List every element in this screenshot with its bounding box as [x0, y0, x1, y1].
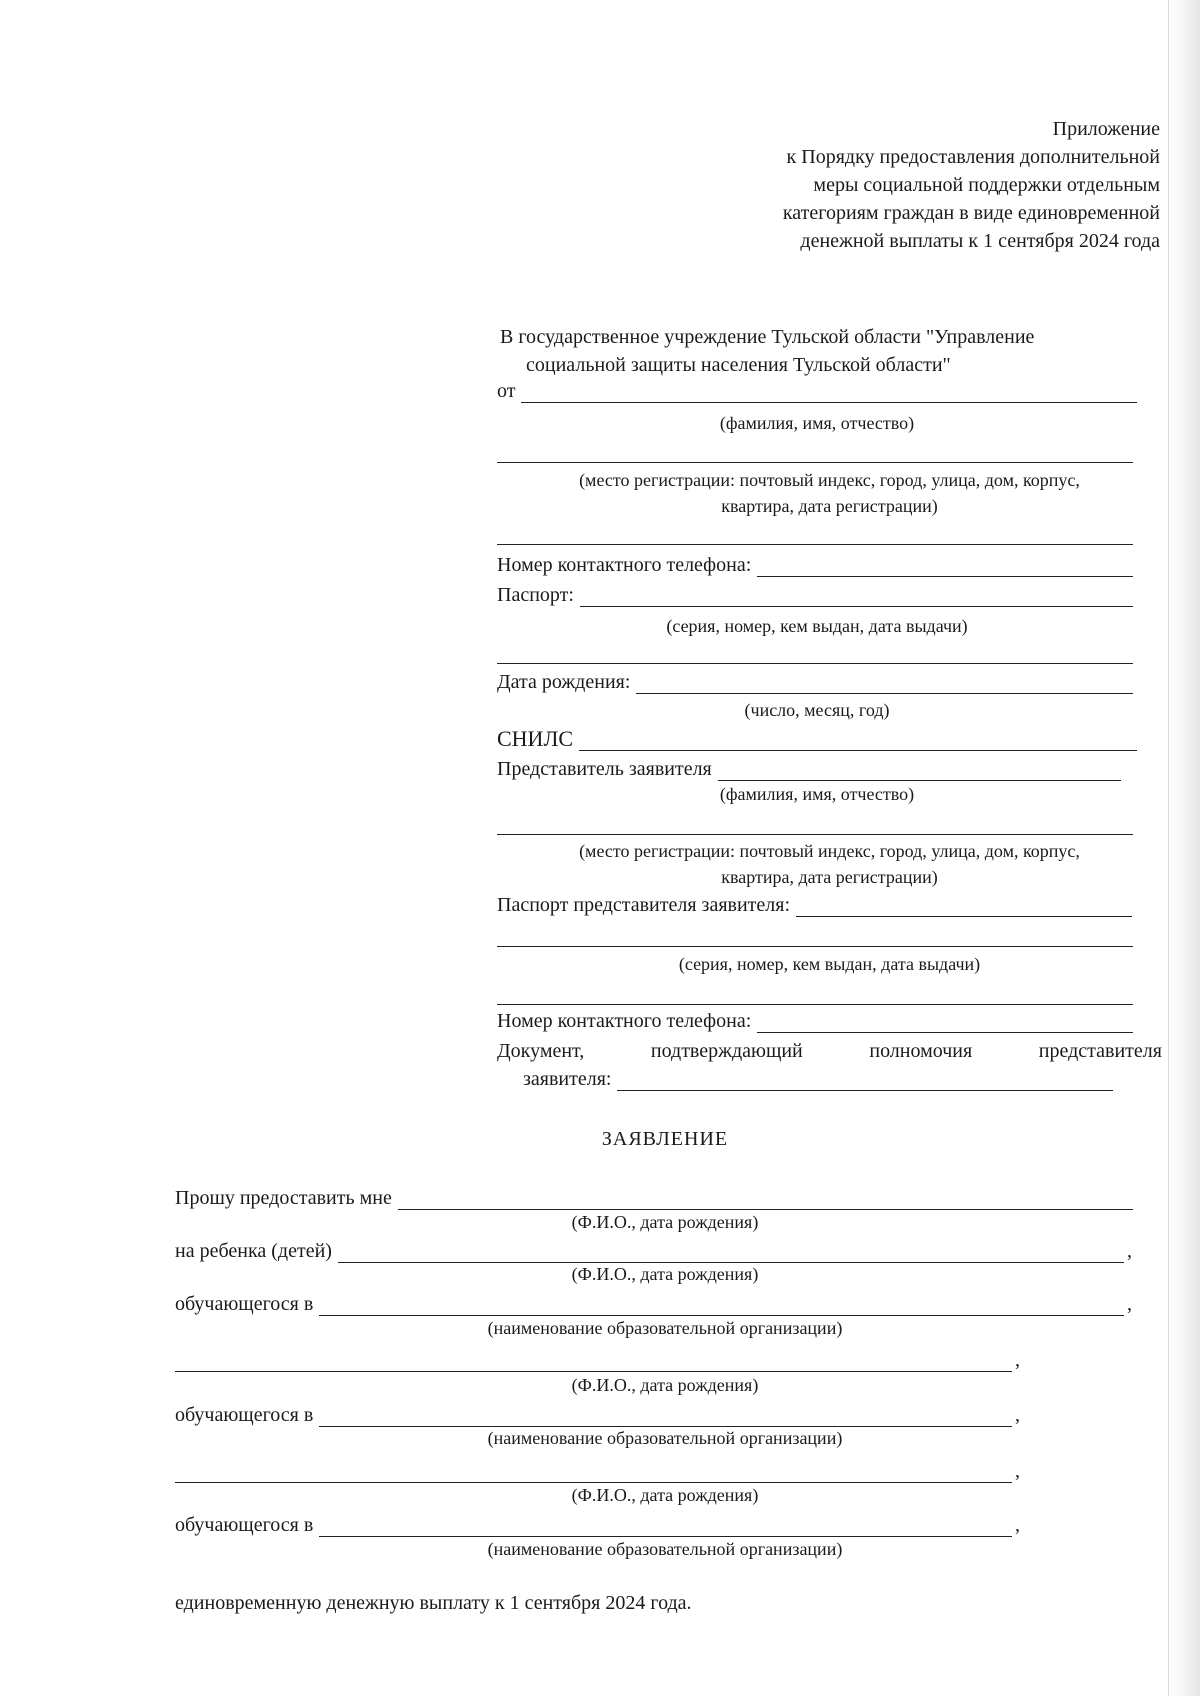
applicant-passport-caption: (серия, номер, кем выдан, дата выдачи): [666, 616, 968, 636]
representative-passport-label: Паспорт представителя заявителя:: [497, 894, 791, 916]
representative-label: Представитель заявителя: [497, 758, 712, 780]
child-label: на ребенка (детей): [175, 1240, 332, 1262]
from-label: от: [497, 380, 516, 402]
representative-document-row: [523, 1067, 1113, 1091]
request-row: [175, 1186, 1133, 1210]
applicant-phone-label: Номер контактного телефона:: [497, 554, 752, 576]
representative-document-label: заявителя:: [523, 1068, 612, 1090]
statement-title: ЗАЯВЛЕНИЕ: [601, 1128, 729, 1150]
child-caption-2: (Ф.И.О., дата рождения): [571, 1375, 759, 1395]
request-caption: (Ф.И.О., дата рождения): [571, 1212, 759, 1232]
birth-date-field[interactable]: [636, 673, 1133, 694]
representative-row: [497, 757, 1121, 781]
comma: ,: [1127, 1293, 1132, 1315]
applicant-registration-field[interactable]: [497, 462, 1133, 463]
student-label: обучающегося в: [175, 1293, 314, 1315]
representative-document-line: [497, 1037, 1162, 1065]
addressee-line-2: социальной защиты населения Тульской области": [526, 354, 951, 376]
appendix-line: меры социальной поддержки отдельным: [813, 174, 1160, 196]
organization-caption-3: (наименование образовательной организации): [487, 1539, 843, 1559]
applicant-passport-label: Паспорт:: [497, 584, 574, 606]
comma: ,: [1127, 1240, 1132, 1262]
page-edge-shadow: [1170, 0, 1200, 1696]
birth-date-caption: (число, месяц, год): [744, 700, 890, 720]
document-word: полномочия: [869, 1040, 973, 1062]
applicant-passport-row: [497, 583, 1133, 607]
applicant-registration-caption-2: квартира, дата регистрации): [721, 496, 938, 516]
request-fio-field[interactable]: [398, 1189, 1133, 1210]
organization-caption-1: (наименование образовательной организации): [487, 1318, 843, 1338]
child-row-3: [175, 1459, 1020, 1483]
appendix-line: к Порядку предоставления дополнительной: [786, 146, 1160, 168]
applicant-passport-field[interactable]: [580, 586, 1133, 607]
applicant-fio-field[interactable]: [521, 382, 1137, 403]
student-row-2: [175, 1403, 1020, 1427]
organization-field-3[interactable]: [319, 1516, 1012, 1537]
representative-registration-caption-2: квартира, дата регистрации): [721, 867, 938, 887]
appendix-line: Приложение: [1052, 118, 1160, 140]
comma: ,: [1015, 1514, 1020, 1536]
representative-passport-row: [497, 893, 1132, 917]
document-word: представителя: [1038, 1040, 1162, 1062]
snils-field[interactable]: [579, 730, 1137, 751]
representative-fio-field[interactable]: [718, 760, 1121, 781]
addressee-line-1: В государственное учреждение Тульской области "Управление: [500, 326, 1035, 348]
child-row: [175, 1239, 1132, 1263]
representative-passport-field-3[interactable]: [497, 1004, 1133, 1005]
page-edge-line: [1168, 0, 1169, 1696]
child-row-2: [175, 1348, 1020, 1372]
organization-field-1[interactable]: [319, 1295, 1124, 1316]
document-word: подтверждающий: [650, 1040, 803, 1062]
applicant-fio-caption: (фамилия, имя, отчество): [719, 413, 915, 433]
comma: ,: [1015, 1460, 1020, 1482]
child-field-2[interactable]: [175, 1351, 1012, 1372]
appendix-header: [520, 115, 1160, 255]
representative-phone-label: Номер контактного телефона:: [497, 1010, 752, 1032]
applicant-from-row: [497, 379, 1137, 403]
student-label: обучающегося в: [175, 1404, 314, 1426]
comma: ,: [1015, 1404, 1020, 1426]
representative-passport-field-2[interactable]: [497, 946, 1133, 947]
request-label: Прошу предоставить мне: [175, 1187, 392, 1209]
organization-field-2[interactable]: [319, 1406, 1012, 1427]
representative-phone-row: [497, 1009, 1133, 1033]
applicant-passport-field-2[interactable]: [497, 663, 1133, 664]
document-word: Документ,: [497, 1040, 585, 1062]
comma: ,: [1015, 1349, 1020, 1371]
organization-caption-2: (наименование образовательной организации): [487, 1428, 843, 1448]
child-caption: (Ф.И.О., дата рождения): [571, 1264, 759, 1284]
applicant-phone-row: [497, 553, 1133, 577]
student-row-3: [175, 1513, 1020, 1537]
representative-registration-field[interactable]: [497, 834, 1133, 835]
representative-document-field[interactable]: [617, 1070, 1113, 1091]
child-caption-3: (Ф.И.О., дата рождения): [571, 1485, 759, 1505]
representative-passport-caption: (серия, номер, кем выдан, дата выдачи): [678, 954, 981, 974]
representative-fio-caption: (фамилия, имя, отчество): [719, 784, 915, 804]
representative-phone-field[interactable]: [757, 1012, 1133, 1033]
child-field[interactable]: [338, 1242, 1124, 1263]
child-field-3[interactable]: [175, 1462, 1012, 1483]
birth-date-label: Дата рождения:: [497, 671, 631, 693]
addressee-block: [500, 323, 1170, 379]
student-row-1: [175, 1292, 1132, 1316]
representative-passport-field[interactable]: [796, 896, 1132, 917]
applicant-birth-row: [497, 670, 1133, 694]
appendix-line: денежной выплаты к 1 сентября 2024 года: [800, 230, 1160, 252]
applicant-phone-field[interactable]: [757, 556, 1133, 577]
student-label: обучающегося в: [175, 1514, 314, 1536]
snils-row: [497, 727, 1137, 751]
applicant-registration-caption-1: (место регистрации: почтовый индекс, город, улица, дом, корпус,: [579, 470, 1080, 490]
appendix-line: категориям граждан в виде единовременной: [782, 202, 1160, 224]
snils-label: СНИЛС: [497, 726, 574, 751]
representative-registration-caption-1: (место регистрации: почтовый индекс, город, улица, дом, корпус,: [579, 841, 1080, 861]
final-line: единовременную денежную выплату к 1 сентября 2024 года.: [175, 1592, 692, 1614]
applicant-registration-field-2[interactable]: [497, 544, 1133, 545]
